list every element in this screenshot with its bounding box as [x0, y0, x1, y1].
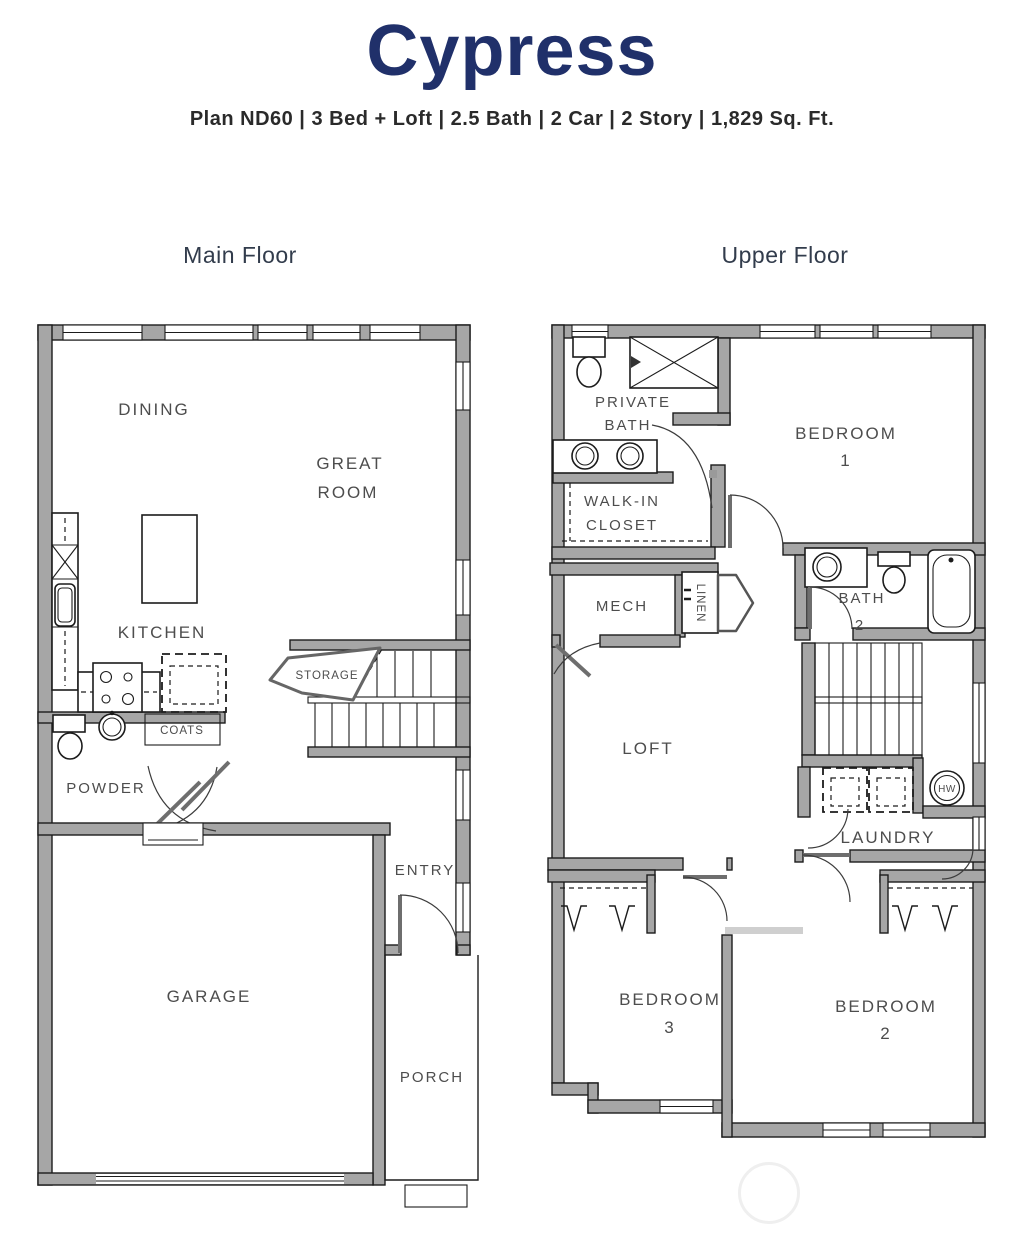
main-room-labels [66, 400, 464, 1086]
kitchen-label: KITCHEN [117, 623, 207, 642]
kitchen-island [142, 515, 197, 603]
entry-label: ENTRY [394, 862, 456, 879]
bedroom3-label-1: BEDROOM [619, 990, 721, 1009]
bedroom2-closet-hangers [888, 888, 973, 930]
loft-label: LOFT [622, 739, 674, 758]
kitchen-sink-icon [55, 584, 75, 626]
upper-stairs [815, 643, 922, 755]
plan-title: Cypress [366, 11, 658, 91]
private-bath-label-2: BATH [604, 417, 652, 434]
mech-label: MECH [595, 598, 649, 615]
bedroom2-label-2: 2 [880, 1024, 892, 1043]
porch-label: PORCH [399, 1069, 465, 1086]
bedroom3-closet-hangers [560, 888, 647, 930]
storage-label: STORAGE [295, 670, 359, 682]
bath2-fixtures [805, 548, 975, 633]
water-heater-label: HW [938, 784, 956, 795]
walkin-label-2: CLOSET [585, 517, 659, 534]
private-bath-label-1: PRIVATE [595, 394, 671, 411]
plan-subtitle: Plan ND60 | 3 Bed + Loft | 2.5 Bath | 2 Car | 2 Story | 1,829 Sq. Ft. [189, 108, 835, 130]
main-floor-heading: Main Floor [183, 242, 297, 268]
bedroom1-label-2: 1 [840, 451, 852, 470]
dining-label: DINING [118, 400, 190, 419]
bedroom3-label-2: 3 [664, 1018, 676, 1037]
hall-threshold [725, 927, 803, 934]
main-exterior-walls [38, 325, 470, 1185]
main-floor-plan [30, 322, 490, 1222]
bedroom1-label-1: BEDROOM [795, 424, 897, 443]
great-room-label-2: ROOM [317, 483, 379, 502]
garage-label: GARAGE [166, 987, 252, 1006]
laundry-label: LAUNDRY [840, 828, 936, 847]
great-room-label-1: GREAT [316, 454, 384, 473]
bath2-label-1: BATH [838, 590, 886, 607]
washer-dryer-icon [823, 768, 913, 812]
upper-room-labels [584, 394, 956, 1043]
upper-floor-heading: Upper Floor [721, 242, 849, 268]
bedroom2-label-1: BEDROOM [835, 997, 937, 1016]
coats-label: COATS [160, 725, 204, 737]
walkin-label-1: WALK-IN [584, 493, 660, 510]
upper-floor-plan [540, 322, 1000, 1152]
cooktop-icon [93, 663, 142, 712]
photo-watermark-circle [738, 1162, 800, 1224]
linen-closet [682, 572, 753, 633]
bath2-label-2: 2 [854, 617, 866, 634]
linen-label: LINEN [694, 583, 706, 623]
powder-label: POWDER [66, 780, 146, 797]
refrigerator-icon [162, 654, 226, 712]
